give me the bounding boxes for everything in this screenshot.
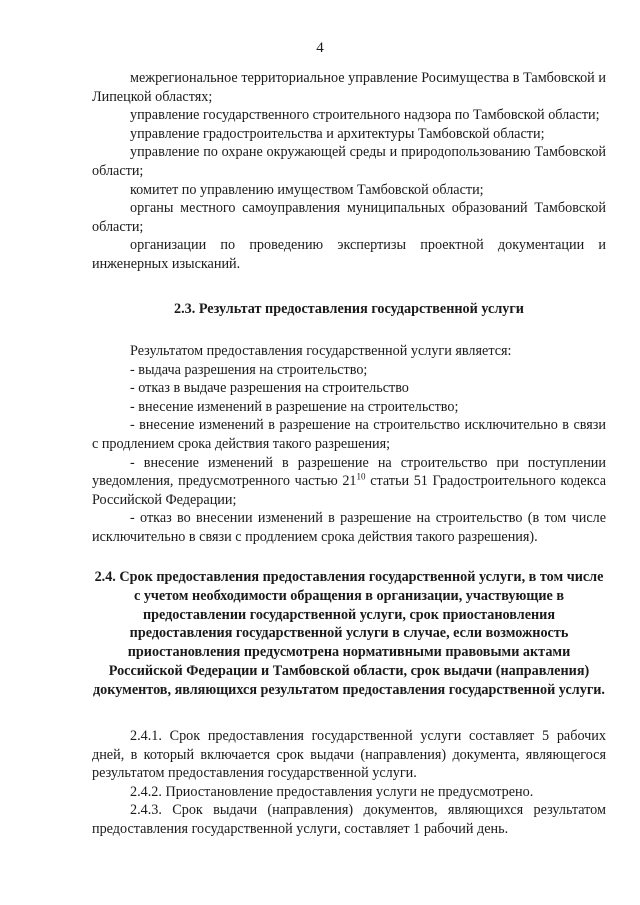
paragraph: Результатом предоставления государственной услуги является: (130, 343, 512, 359)
list-item (92, 454, 606, 510)
superscript: 10 (356, 471, 366, 482)
list-item: управление государственного строительного надзора по Тамбовской области; (130, 107, 600, 124)
list-item: комитет по управлению имуществом Тамбовской области; (130, 181, 484, 198)
list-item: - отказ в выдаче разрешения на строительство (130, 380, 409, 397)
list-item: органы местного самоуправления муниципальных образований Тамбовской области; (92, 200, 606, 235)
page-number: 4 (316, 40, 324, 56)
section-2-3 (92, 300, 606, 319)
list-item: - внесение изменений в разрешение на строительство; (130, 398, 459, 415)
section-2-3-body (92, 342, 606, 547)
item-text: статьи 51 Градостроительного кодекса Российской Федерации; (92, 473, 606, 508)
paragraph: 2.4.1. Срок предоставления государственной услуги составляет 5 рабочих дней, в который включается срок выдачи (направления) документа, являющегося результатом предоставления государственной услуги. (92, 728, 606, 782)
list-item: - внесение изменений в разрешение на строительство исключительно в связи с продлением срока действия такого разрешения; (92, 417, 606, 452)
list-item: управление градостроительства и архитектуры Тамбовской области; (130, 125, 545, 142)
section-heading: 2.3. Результат предоставления государственной услуги (173, 301, 524, 317)
section-heading: 2.4. Срок предоставления предоставления государственной услуги, в том числе с учетом необходимости обращения в организации, участвующие в предоставлении государственной услуги, срок приостановления предоставления государственной услуги в случае, если возможность приостановления предусмотрена нормативными правовыми актами Российской Федерации и Тамбовской области, срок выдачи (направления) документов, являющихся результатом предоставления государственной услуги. (93, 569, 605, 698)
section-2-4 (92, 568, 606, 700)
list-item: организации по проведению экспертизы проектной документации и инженерных изысканий. (92, 237, 606, 272)
paragraph: 2.4.3. Срок выдачи (направления) документов, являющихся результатом предоставления государственной услуги, составляет 1 рабочий день. (92, 802, 606, 837)
list-item: - отказ во внесении изменений в разрешение на строительство (в том числе исключительно в связи с продлением срока действия такого разрешения). (92, 510, 606, 545)
organizations-list (92, 69, 606, 274)
list-item: - выдача разрешения на строительство; (130, 361, 368, 378)
list-item: межрегиональное территориальное управление Росимущества в Тамбовской и Липецкой областях; (92, 70, 606, 105)
section-2-4-body (92, 727, 606, 839)
paragraph: 2.4.2. Приостановление предоставления услуги не предусмотрено. (130, 783, 534, 800)
item-text: - внесение изменений в разрешение на строительство при поступлении уведомления, предусмотренного частью 21 (92, 454, 606, 490)
list-item: управление по охране окружающей среды и природопользованию Тамбовской области; (92, 144, 606, 179)
